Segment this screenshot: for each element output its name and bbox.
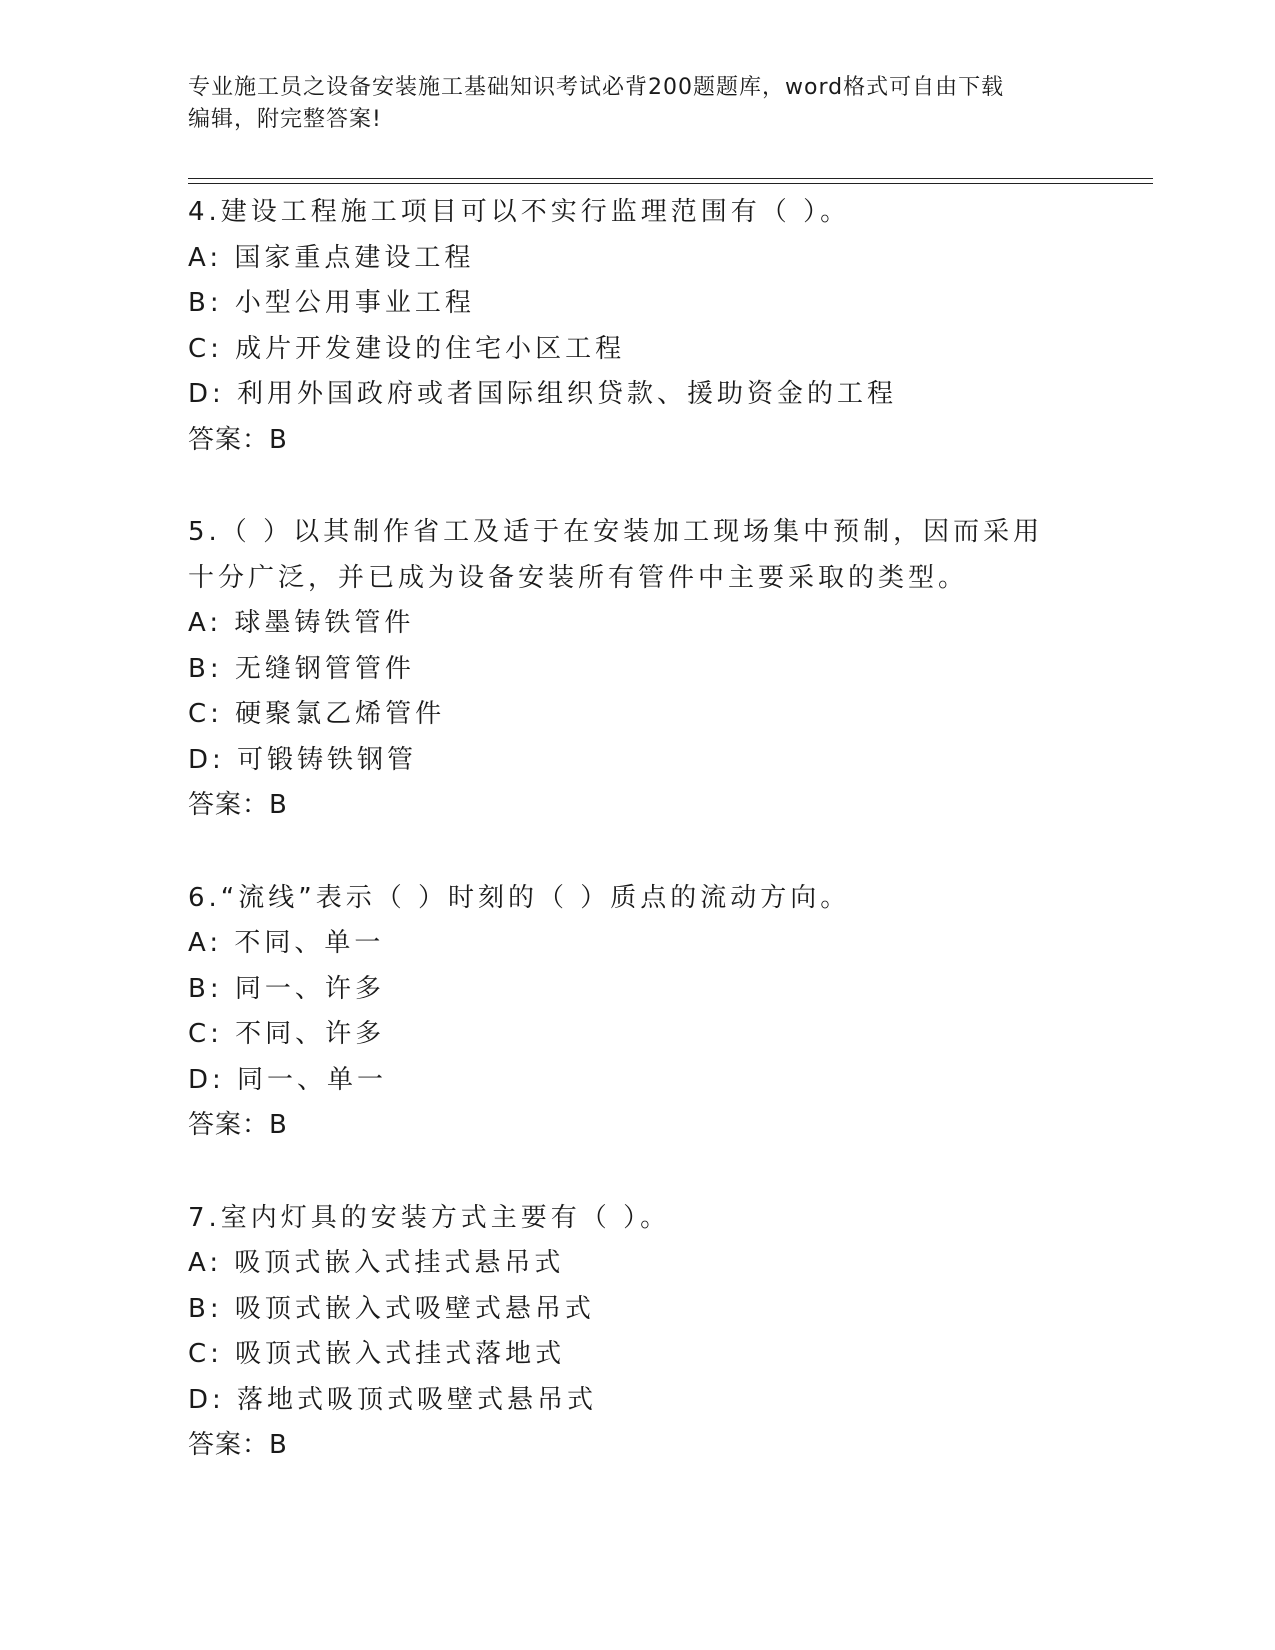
header-divider-bottom: [188, 183, 1153, 184]
question-stem: 6.“流线”表示（ ）时刻的（ ）质点的流动方向。: [188, 882, 851, 913]
answer: 答案：B: [188, 790, 288, 820]
header-line-2: 编辑，附完整答案!: [188, 107, 382, 132]
option-d: D: 利用外国政府或者国际组织贷款、援助资金的工程: [188, 379, 898, 409]
answer: 答案：B: [188, 1110, 288, 1140]
option-a: A: 吸顶式嵌入式挂式悬吊式: [188, 1248, 565, 1278]
answer: 答案：B: [188, 1430, 288, 1460]
option-b: B: 无缝钢管管件: [188, 653, 415, 684]
option-b: B: 小型公用事业工程: [188, 288, 475, 318]
question-stem: 4.建设工程施工项目可以不实行监理范围有（ ）。: [188, 197, 851, 227]
question-4: [188, 190, 1088, 463]
option-b: B: 同一、许多: [188, 973, 385, 1004]
option-c: C: 吸顶式嵌入式挂式落地式: [188, 1339, 566, 1369]
answer: 答案：B: [188, 424, 288, 455]
header-divider-top: [188, 178, 1153, 179]
question-6: [188, 876, 1088, 1149]
header-line-1: 专业施工员之设备安装施工基础知识考试必背200题题库，word格式可自由下载: [188, 75, 1005, 100]
option-c: C: 成片开发建设的住宅小区工程: [188, 333, 626, 364]
question-5: [188, 510, 1088, 829]
question-list: [188, 190, 1088, 1516]
question-stem: 5.（ ）以其制作省工及适于在安装加工现场集中预制，因而采用十分广泛，并已成为设备安装所有管件中主要采取的类型。: [188, 517, 1044, 593]
question-7: [188, 1196, 1088, 1469]
option-d: D: 落地式吸顶式吸壁式悬吊式: [188, 1384, 598, 1415]
option-c: C: 硬聚氯乙烯管件: [188, 699, 446, 729]
option-c: C: 不同、许多: [188, 1019, 386, 1049]
option-a: A: 国家重点建设工程: [188, 242, 475, 273]
option-b: B: 吸顶式嵌入式吸壁式悬吊式: [188, 1293, 595, 1324]
option-d: D: 可锻铸铁钢管: [188, 744, 418, 775]
document-header: [188, 72, 1078, 136]
question-stem: 7.室内灯具的安装方式主要有（ ）。: [188, 1202, 671, 1233]
option-a: A: 球墨铸铁管件: [188, 608, 415, 638]
option-d: D: 同一、单一: [188, 1064, 388, 1095]
option-a: A: 不同、单一: [188, 928, 385, 958]
